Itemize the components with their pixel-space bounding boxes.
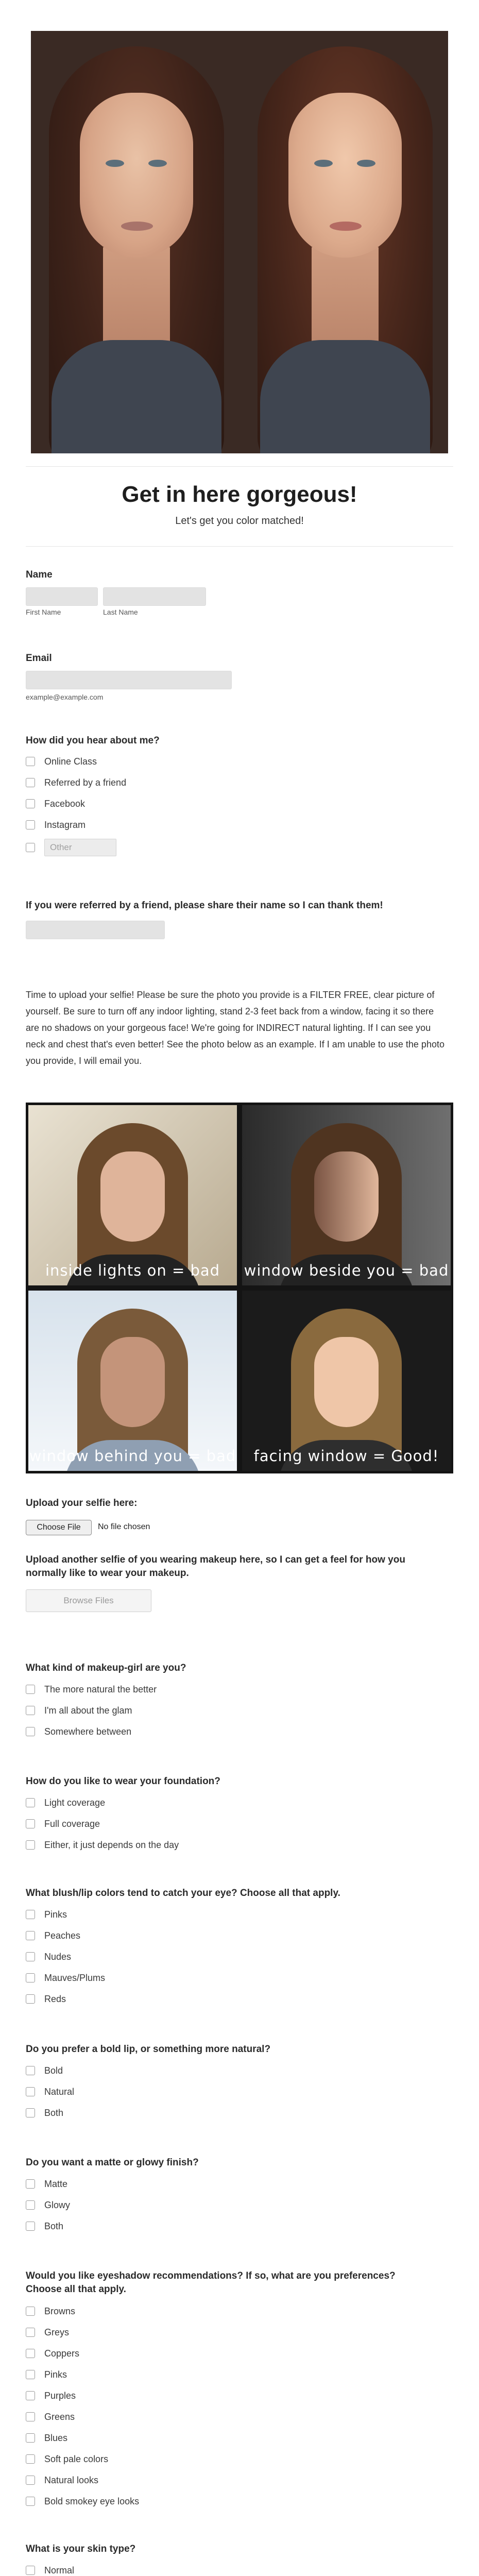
lighting-examples-image xyxy=(26,1103,453,1473)
radio[interactable] xyxy=(26,2066,35,2075)
heard-option-instagram[interactable]: Instagram xyxy=(26,819,335,832)
lighting-example-facing-window xyxy=(242,1291,451,1471)
heard-option-referred[interactable]: Referred by a friend xyxy=(26,777,335,789)
finish-option[interactable]: Matte xyxy=(26,2178,335,2191)
skin-type-label: What is your skin type? xyxy=(26,2544,136,2554)
heard-option-other[interactable] xyxy=(26,842,335,854)
email-label: Email xyxy=(26,653,52,664)
makeup-girl-label: What kind of makeup-girl are you? xyxy=(26,1663,186,1673)
checkbox[interactable] xyxy=(26,1931,35,1940)
checkbox[interactable] xyxy=(26,2412,35,2421)
radio[interactable] xyxy=(26,2108,35,2117)
eyeshadow-option[interactable]: Pinks xyxy=(26,2369,335,2381)
form-container xyxy=(26,0,453,2576)
skin-type-option[interactable]: Normal xyxy=(26,2565,335,2576)
checkbox[interactable] xyxy=(26,820,35,829)
radio[interactable] xyxy=(26,2566,35,2575)
page-subtitle: Let's get you color matched! xyxy=(175,515,304,527)
makeup-upload-label: Upload another selfie of you wearing makeup here, so I can get a feel for how you normally like to wear your makeup. xyxy=(26,1554,405,1579)
divider xyxy=(26,466,453,467)
lighting-example-window-behind xyxy=(28,1291,237,1471)
other-input[interactable]: Other xyxy=(44,839,116,856)
checkbox[interactable] xyxy=(26,1973,35,1982)
finish-option[interactable]: Glowy xyxy=(26,2199,335,2212)
foundation-option[interactable]: Light coverage xyxy=(26,1797,335,1809)
browse-files-button[interactable]: Browse Files xyxy=(26,1589,151,1612)
checkbox[interactable] xyxy=(26,1952,35,1961)
foundation-option[interactable]: Either, it just depends on the day xyxy=(26,1839,335,1852)
eyeshadow-option[interactable]: Greens xyxy=(26,2411,335,2424)
blush-option[interactable]: Peaches xyxy=(26,1930,335,1942)
hero-before-after-image xyxy=(31,31,448,453)
makeup-girl-option[interactable]: Somewhere between xyxy=(26,1726,335,1738)
before-photo xyxy=(31,31,239,453)
email-field[interactable] xyxy=(26,671,232,689)
referral-label: If you were referred by a friend, please share their name so I can thank them! xyxy=(26,900,383,911)
lip-option[interactable]: Both xyxy=(26,2107,335,2120)
checkbox[interactable] xyxy=(26,2433,35,2443)
eyeshadow-option[interactable]: Natural looks xyxy=(26,2475,335,2487)
radio[interactable] xyxy=(26,2087,35,2096)
foundation-option[interactable]: Full coverage xyxy=(26,1818,335,1831)
eyeshadow-option[interactable]: Purples xyxy=(26,2390,335,2402)
radio[interactable] xyxy=(26,2179,35,2189)
checkbox[interactable] xyxy=(26,1994,35,2004)
lip-option[interactable]: Bold xyxy=(26,2065,335,2077)
blush-option[interactable]: Mauves/Plums xyxy=(26,1972,335,1985)
radio[interactable] xyxy=(26,1727,35,1736)
after-photo xyxy=(239,31,448,453)
blush-option[interactable]: Reds xyxy=(26,1993,335,2006)
finish-option[interactable]: Both xyxy=(26,2221,335,2233)
email-sublabel: example@example.com xyxy=(26,693,104,701)
checkbox[interactable] xyxy=(26,2497,35,2506)
heard-option-facebook[interactable]: Facebook xyxy=(26,798,335,810)
foundation-label: How do you like to wear your foundation? xyxy=(26,1776,220,1787)
first-name-field[interactable] xyxy=(26,587,98,606)
checkbox[interactable] xyxy=(26,2328,35,2337)
radio[interactable] xyxy=(26,1840,35,1850)
radio[interactable] xyxy=(26,1798,35,1807)
heard-option-online-class[interactable]: Online Class xyxy=(26,756,335,768)
last-name-sublabel: Last Name xyxy=(103,608,138,616)
lip-label: Do you prefer a bold lip, or something more natural? xyxy=(26,2044,271,2055)
page-title: Get in here gorgeous! xyxy=(122,482,357,507)
checkbox[interactable] xyxy=(26,2307,35,2316)
referral-name-field[interactable] xyxy=(26,921,165,939)
radio[interactable] xyxy=(26,1685,35,1694)
checkbox[interactable] xyxy=(26,2391,35,2400)
radio[interactable] xyxy=(26,1706,35,1715)
file-status: No file chosen xyxy=(98,1522,150,1531)
eyeshadow-option[interactable]: Blues xyxy=(26,2432,335,2445)
finish-label: Do you want a matte or glowy finish? xyxy=(26,2157,199,2168)
eyeshadow-option[interactable]: Greys xyxy=(26,2327,335,2339)
checkbox[interactable] xyxy=(26,1910,35,1919)
checkbox[interactable] xyxy=(26,2476,35,2485)
lighting-example-window-beside xyxy=(242,1105,451,1285)
blush-option[interactable]: Nudes xyxy=(26,1951,335,1963)
lighting-caption: window beside you = bad xyxy=(244,1262,449,1279)
last-name-field[interactable] xyxy=(103,587,206,606)
name-label: Name xyxy=(26,569,53,580)
lip-option[interactable]: Natural xyxy=(26,2086,335,2098)
choose-file-button[interactable]: Choose File xyxy=(26,1520,92,1535)
checkbox[interactable] xyxy=(26,799,35,808)
eyeshadow-option[interactable]: Bold smokey eye looks xyxy=(26,2496,335,2508)
lighting-caption: facing window = Good! xyxy=(253,1447,439,1465)
heard-about-label: How did you hear about me? xyxy=(26,735,160,746)
eyeshadow-option[interactable]: Browns xyxy=(26,2306,335,2318)
radio[interactable] xyxy=(26,2222,35,2231)
blush-label: What blush/lip colors tend to catch your eye? Choose all that apply. xyxy=(26,1888,340,1899)
lighting-caption: inside lights on = bad xyxy=(45,1262,220,1279)
checkbox[interactable] xyxy=(26,778,35,787)
lighting-example-inside-lights xyxy=(28,1105,237,1285)
checkbox[interactable] xyxy=(26,2454,35,2464)
radio[interactable] xyxy=(26,2200,35,2210)
selfie-upload-label: Upload your selfie here: xyxy=(26,1498,138,1509)
first-name-sublabel: First Name xyxy=(26,608,61,616)
eyeshadow-option[interactable]: Coppers xyxy=(26,2348,335,2360)
makeup-girl-option[interactable]: I'm all about the glam xyxy=(26,1705,335,1717)
makeup-girl-option[interactable]: The more natural the better xyxy=(26,1684,335,1696)
selfie-instructions: Time to upload your selfie! Please be sure the photo you provide is a FILTER FREE, clear picture of yourself. Be sure to turn off any indoor lighting, stand 2-3 feet back from a window, facing it so there are no shadows on your gorgeous face! We're going for INDIRECT natural lighting. If I can see you neck and chest that's even better! See the photo below as an example. If I am unable to use the photo you provide, I will email you. xyxy=(26,990,444,1066)
checkbox[interactable] xyxy=(26,2349,35,2358)
blush-option[interactable]: Pinks xyxy=(26,1909,335,1921)
checkbox[interactable] xyxy=(26,2370,35,2379)
lighting-caption: window behind you = bad xyxy=(29,1447,236,1465)
checkbox[interactable] xyxy=(26,843,35,852)
divider xyxy=(26,546,453,547)
eyeshadow-option[interactable]: Soft pale colors xyxy=(26,2453,335,2466)
eyeshadow-label: Would you like eyeshadow recommendations? If so, what are you preferences? Choose all that apply. xyxy=(26,2270,396,2295)
checkbox[interactable] xyxy=(26,757,35,766)
radio[interactable] xyxy=(26,1819,35,1828)
